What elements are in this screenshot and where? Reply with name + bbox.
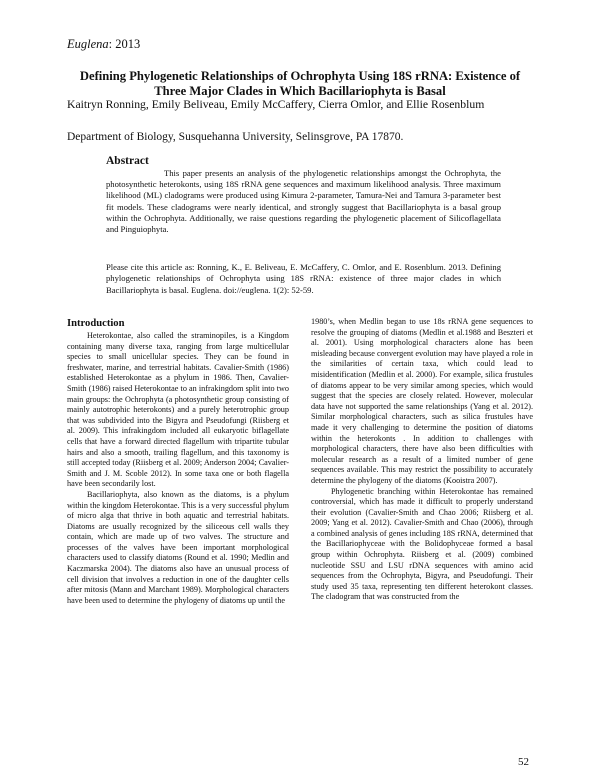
- intro-paragraph: Bacillariophyta, also known as the diatoms, is a phylum within the kingdom Heterokontae. This is a very successful phylum of micro alga that thrive in both aquatic and terrestrial habitats. Diatoms are usually recognized by the siliceous cell walls they contain, which are made up of two valves. The structure and processes of the valves have been important morphological characters used to classify diatoms (Round et al. 1990; Medlin and Kaczmarska 2004). The diatoms also have an unusual process of cell division that involves a reduction in one of the daughter cells after mitosis (Mann and Marchant 1989). Morphological characters have been used to determine the phylogeny of diatoms up until the: [67, 489, 289, 605]
- right-column: [311, 317, 533, 603]
- intro-paragraph: Phylogenetic branching within Heterokontae has remained controversial, which has made it difficult to properly understand their evolution (Cavalier-Smith and Chao 2006; Riisberg et al. 2009; Yang et al. 2012). Cavalier-Smith and Chao (2006), through a combined analysis of genes including 18S rRNA, determined that the Bacillariophyceae with the Bolidophyceae formed a basal group within Ochrophyta. Riisberg et al. (2009) combined nucleotide SSU and LSU rDNA sequences with amino acid sequences from the Ochrophyta, Bigyra, and Pseudofungi. Their study used 35 taxa, representing ten different heterokont classes. The cladogram that was constructed from the: [311, 486, 533, 602]
- abstract-body: This paper presents an analysis of the phylogenetic relationships amongst the Ochrophyta, the photosynthetic heterokonts, using 18S rRNA gene sequences and maximum likelihood analysis. Three maximum likelihood (ML) cladograms were produced using Kimura 2-parameter, Tamura-Nei and Tamura 3-parameter best fit models. These cladograms were nearly identical, and strongly suggest that Bacillariophyta is a basal group within the Ochrophyta. Additionally, we raise questions regarding the phylogenetic placement of Silicoflagellata and Pinguiophyta.: [106, 168, 501, 235]
- journal-header: [67, 37, 140, 52]
- author-list: Kaitryn Ronning, Emily Beliveau, Emily McCaffery, Cierra Omlor, and Ellie Rosenblum: [67, 98, 485, 111]
- affiliation: Department of Biology, Susquehanna University, Selinsgrove, PA 17870.: [67, 131, 404, 143]
- journal-name: Euglena: [67, 37, 109, 51]
- paper-title: Defining Phylogenetic Relationships of Ochrophyta Using 18S rRNA: Existence of Three Major Clades in Which Bacillariophyta is Basal: [79, 69, 521, 98]
- abstract-heading: Abstract: [106, 155, 149, 167]
- introduction-heading: Introduction: [67, 318, 125, 329]
- page-number: 52: [518, 756, 529, 768]
- left-column: [67, 317, 289, 606]
- intro-paragraph: 1980’s, when Medlin began to use 18s rRNA gene sequences to resolve the grouping of diatoms (Medlin et al.1988 and Beszteri et al. 2001). Using morphological characters alone has been misleading because convergent evolution may have played a role in the similarities of certain taxa, which could lead to misidentification (Medlin et al. 2000). For example, silica frustules of diatoms appear to be very similar among species, which would suggest that the species are closely related. However, molecular data have not supported the same relationships (Yang et al. 2012). Similar morphological characters, such as silica frustules have made it very challenging to determine the position of diatoms within the heterokonts . In addition to challenges with morphological characters, there have also been difficulties with molecular research as a result of a limited number of gene sequences available. This may restrict the possibility to accurately determine the phylogeny of the diatoms (Kooistra 2007).: [311, 317, 533, 485]
- citation-note: Please cite this article as: Ronning, K., E. Beliveau, E. McCaffery, C. Omlor, and E. Rosenblum. 2013. Defining phylogenetic relationships of Ochrophyta using 18S rRNA: existence of three major clades in which Bacillariophyta is basal. Euglena. doi://euglena. 1(2): 52-59.: [106, 262, 501, 295]
- journal-year: : 2013: [108, 37, 141, 51]
- intro-paragraph: Heterokontae, also called the straminopiles, is a Kingdom containing many diverse taxa, ranging from large multicellular species to small unicellular species. They can be found in freshwater, marine, and terrestrial habitats. Cavalier-Smith (1986) established Heterokontae as a phylum in 1986. Then, Cavalier-Smith (1986) raised Heterokontae to an infrakingdom split into two main groups: the Ochrophyta (a photosynthetic group consisting of mainly autotrophic heterokonts) and a purely heterotrophic group that was subdivided into the Bigyra and Pseudofungi (Riisberg et al. 2009). This infrakingdom included all eukaryotic biflagellate cells that have a forward directed flagellum with tripartite tubular hairs and also a smooth, trailing flagellum, and this taxonomy is still accepted today (Riisberg et al. 2009; Anderson 2004; Cavalier-Smith and J. M. Scoble 2012). In some taxa one or both flagella have been secondarily lost.: [67, 331, 289, 489]
